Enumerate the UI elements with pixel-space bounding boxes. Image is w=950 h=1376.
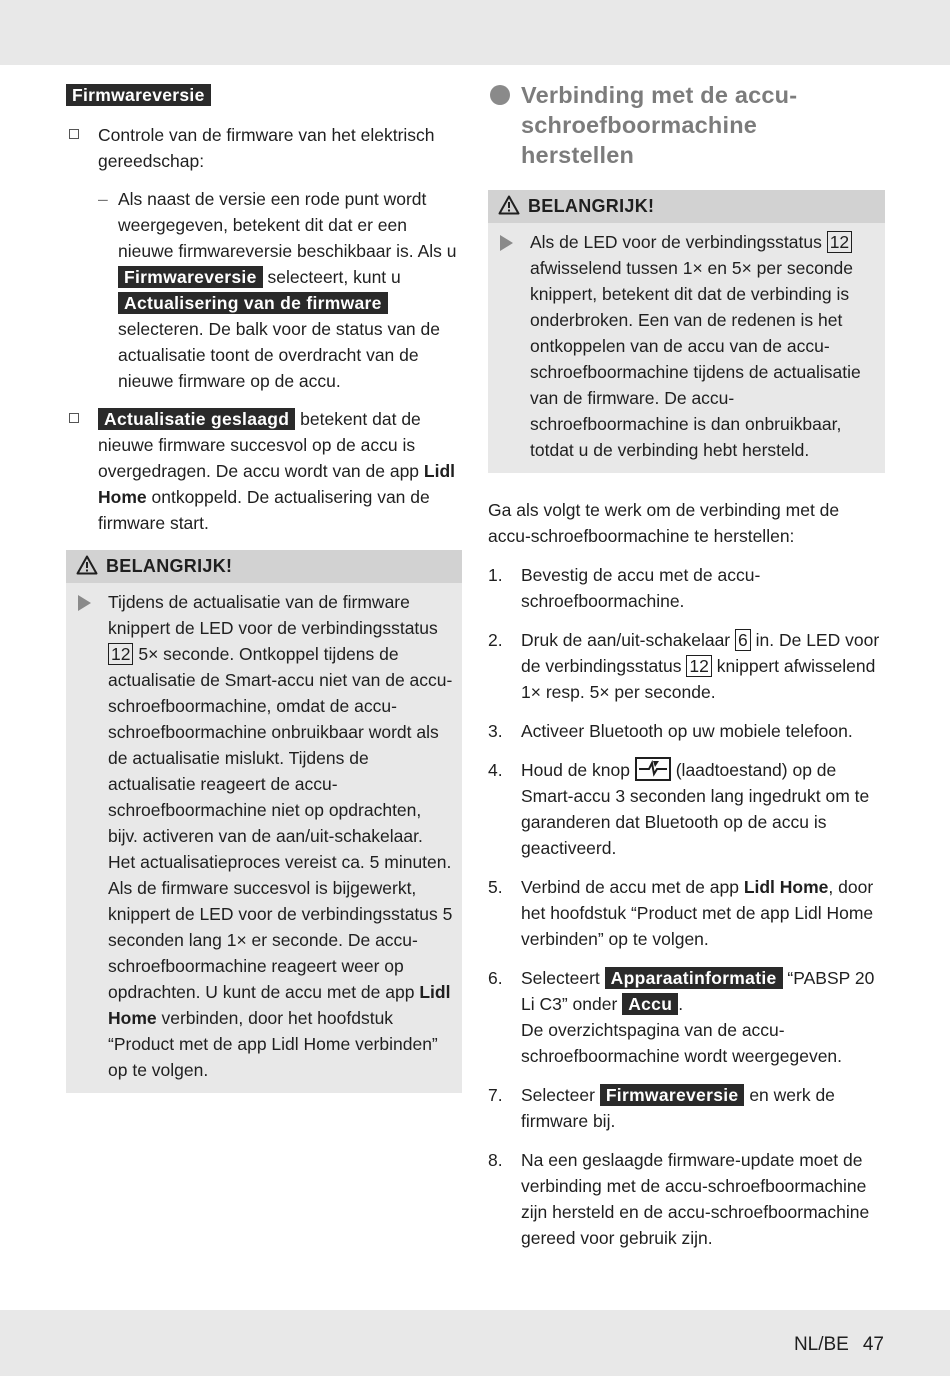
step-number: 2. <box>488 630 503 650</box>
item-text: Controle van de firmware van het elektrisch gereedschap: <box>98 125 435 171</box>
note-header <box>488 190 885 223</box>
page-footer <box>0 1310 950 1376</box>
note-body <box>66 583 462 1085</box>
note-text-1: Tijdens de actualisatie van de firmware knippert de LED voor de verbindingsstatus <box>108 592 438 638</box>
top-band <box>0 0 950 65</box>
step-text: Na een geslaagde firmware-update moet de verbinding met de accu-schroefboormachine zijn hersteld en de accu-schroefboormachine gereed voor gebruik zijn. <box>521 1150 870 1248</box>
step-item <box>488 757 885 861</box>
warning-triangle-icon <box>76 555 98 575</box>
dash-bullet: – <box>98 189 108 209</box>
sub-text-1: Als naast de versie een rode punt wordt weergegeven, betekent dit dat er een nieuwe firmwareversie beschikbaar is. Als u <box>118 189 457 261</box>
important-note <box>66 550 462 1093</box>
firmwareversie-tag: Firmwareversie <box>66 84 211 106</box>
item-text: betekent dat de nieuwe firmware succesvol op de accu is overgedragen. De accu wordt van de app <box>98 409 421 481</box>
section-bullet-icon <box>490 85 510 105</box>
important-note <box>488 190 885 473</box>
checkbox-square-icon <box>69 129 79 139</box>
step-number: 3. <box>488 721 503 741</box>
step-text: Druk de aan/uit-schakelaar <box>521 630 731 650</box>
sub-text-2: selecteert, kunt u <box>267 267 401 287</box>
step-text: (laadtoestand) op de Smart-accu 3 seconden lang ingedrukt om te garanderen dat Bluetooth op de accu is geactiveerd. <box>521 760 870 858</box>
charge-state-icon <box>635 757 671 781</box>
step-item <box>488 627 885 705</box>
note-title: BELANGRIJK! <box>106 556 233 576</box>
step-text: Verbind de accu met de app <box>521 877 739 897</box>
actualisering-label: Actualisering van de firmware <box>118 292 388 314</box>
app-name: Lidl Home <box>743 877 829 897</box>
right-column <box>488 80 885 1251</box>
item-text: ontkoppeld. De actualisering van de firmware start. <box>98 487 430 533</box>
step-text: Selecteer <box>521 1085 595 1105</box>
reference-number: 6 <box>735 629 751 651</box>
note-text-2: afwisselend tussen 1× en 5× per seconde knippert, betekent dit dat de verbinding is onderbroken. Een van de redenen is het ontkoppelen van de accu van de accu-schroefboormachine tijdens de actualisatie van de firmware. De accu-schroefboormachine is dan onbruikbaar, totdat u de verbinding hebt hersteld. <box>530 258 861 460</box>
language-code: NL/BE <box>793 1334 849 1355</box>
note-text-3: verbinden, door het hoofdstuk “Product met de app Lidl Home verbinden” op te volgen. <box>108 1008 438 1080</box>
list-item <box>66 122 462 174</box>
step-item <box>488 1147 885 1251</box>
page-number: 47 <box>862 1334 884 1355</box>
step-text: Activeer Bluetooth op uw mobiele telefoon. <box>521 721 853 741</box>
step-item <box>488 718 885 744</box>
sub-text-3: selecteren. De balk voor de status van de actualisatie toont de overdracht van de nieuwe firmware op de accu. <box>118 319 440 391</box>
title-line-1: Verbinding met de accu- <box>521 82 798 108</box>
step-text: in. De LED voor de verbindingsstatus <box>521 630 880 676</box>
step-item <box>488 562 885 614</box>
apparaatinformatie-label: Apparaatinformatie <box>605 967 783 989</box>
warning-triangle-icon <box>498 195 520 215</box>
step-item <box>488 965 885 1069</box>
firmwareversie-label: Firmwareversie <box>600 1084 745 1106</box>
note-text-2: 5× seconde. Ontkoppel tijdens de actualisatie de Smart-accu niet van de accu-schroefboormachine, omdat de accu-schroefboormachine onbruikbaar wordt als de actualisatie mislukt. Tijdens de actualisatie reageert de accu-schroefboormachine niet op opdrachten, bijv. activeren van de aan/uit-schakelaar. Het actualisatieproces vereist ca. 5 minuten. Als de firmware succesvol is bijgewerkt, knippert de LED voor de verbindingsstatus 5 seconden lang 1× er seconde. De accu-schroefboormachine reageert weer op opdrachten. U kunt de accu met de app <box>108 644 453 1002</box>
steps-list <box>488 562 885 1251</box>
step-item <box>488 1082 885 1134</box>
left-column <box>66 80 462 1093</box>
sub-list-item <box>66 186 462 394</box>
step-number: 7. <box>488 1085 503 1105</box>
step-text: en werk de firmware bij. <box>521 1085 835 1131</box>
step-text: Bevestig de accu met de accu-schroefboormachine. <box>521 565 761 611</box>
note-title: BELANGRIJK! <box>528 196 655 216</box>
page-marker <box>794 1332 884 1358</box>
note-body <box>488 223 885 465</box>
step-text: knippert afwisselend 1× resp. 5× per seconde. <box>521 656 876 702</box>
app-name: Lidl Home <box>108 982 451 1028</box>
step-text: “PABSP 20 Li C3” onder <box>521 968 875 1014</box>
firmwareversie-label: Firmwareversie <box>118 266 263 288</box>
step-text: , door het hoofdstuk “Product met de app Lidl Home verbinden” op te volgen. <box>521 877 874 949</box>
note-text-1: Als de LED voor de verbindingsstatus <box>530 232 822 252</box>
step-number: 8. <box>488 1150 503 1170</box>
app-name: Lidl Home <box>98 461 456 507</box>
step-number: 6. <box>488 968 503 988</box>
section-title <box>488 80 885 170</box>
checkbox-square-icon <box>69 413 79 423</box>
step-number: 1. <box>488 565 503 585</box>
reference-number: 12 <box>827 231 852 253</box>
step-number: 4. <box>488 760 503 780</box>
play-triangle-icon <box>78 595 91 611</box>
reference-number: 12 <box>686 655 711 677</box>
title-line-2: schroefboormachine <box>521 112 758 138</box>
step-text: Selecteert <box>521 968 600 988</box>
reference-number: 12 <box>108 643 133 665</box>
play-triangle-icon <box>500 235 513 251</box>
note-header <box>66 550 462 583</box>
section-tag <box>66 82 462 108</box>
step-text: . <box>678 994 684 1014</box>
step-text: De overzichtspagina van de accu-schroefboormachine wordt weergegeven. <box>521 1020 843 1066</box>
intro-paragraph: Ga als volgt te werk om de verbinding met de accu-schroefboormachine te herstellen: <box>488 500 840 546</box>
title-line-3: herstellen <box>521 142 635 168</box>
accu-label: Accu <box>622 993 678 1015</box>
step-number: 5. <box>488 877 503 897</box>
step-item <box>488 874 885 952</box>
list-item <box>66 406 462 536</box>
step-text: Houd de knop <box>521 760 630 780</box>
actualisatie-geslaagd-label: Actualisatie geslaagd <box>98 408 295 430</box>
